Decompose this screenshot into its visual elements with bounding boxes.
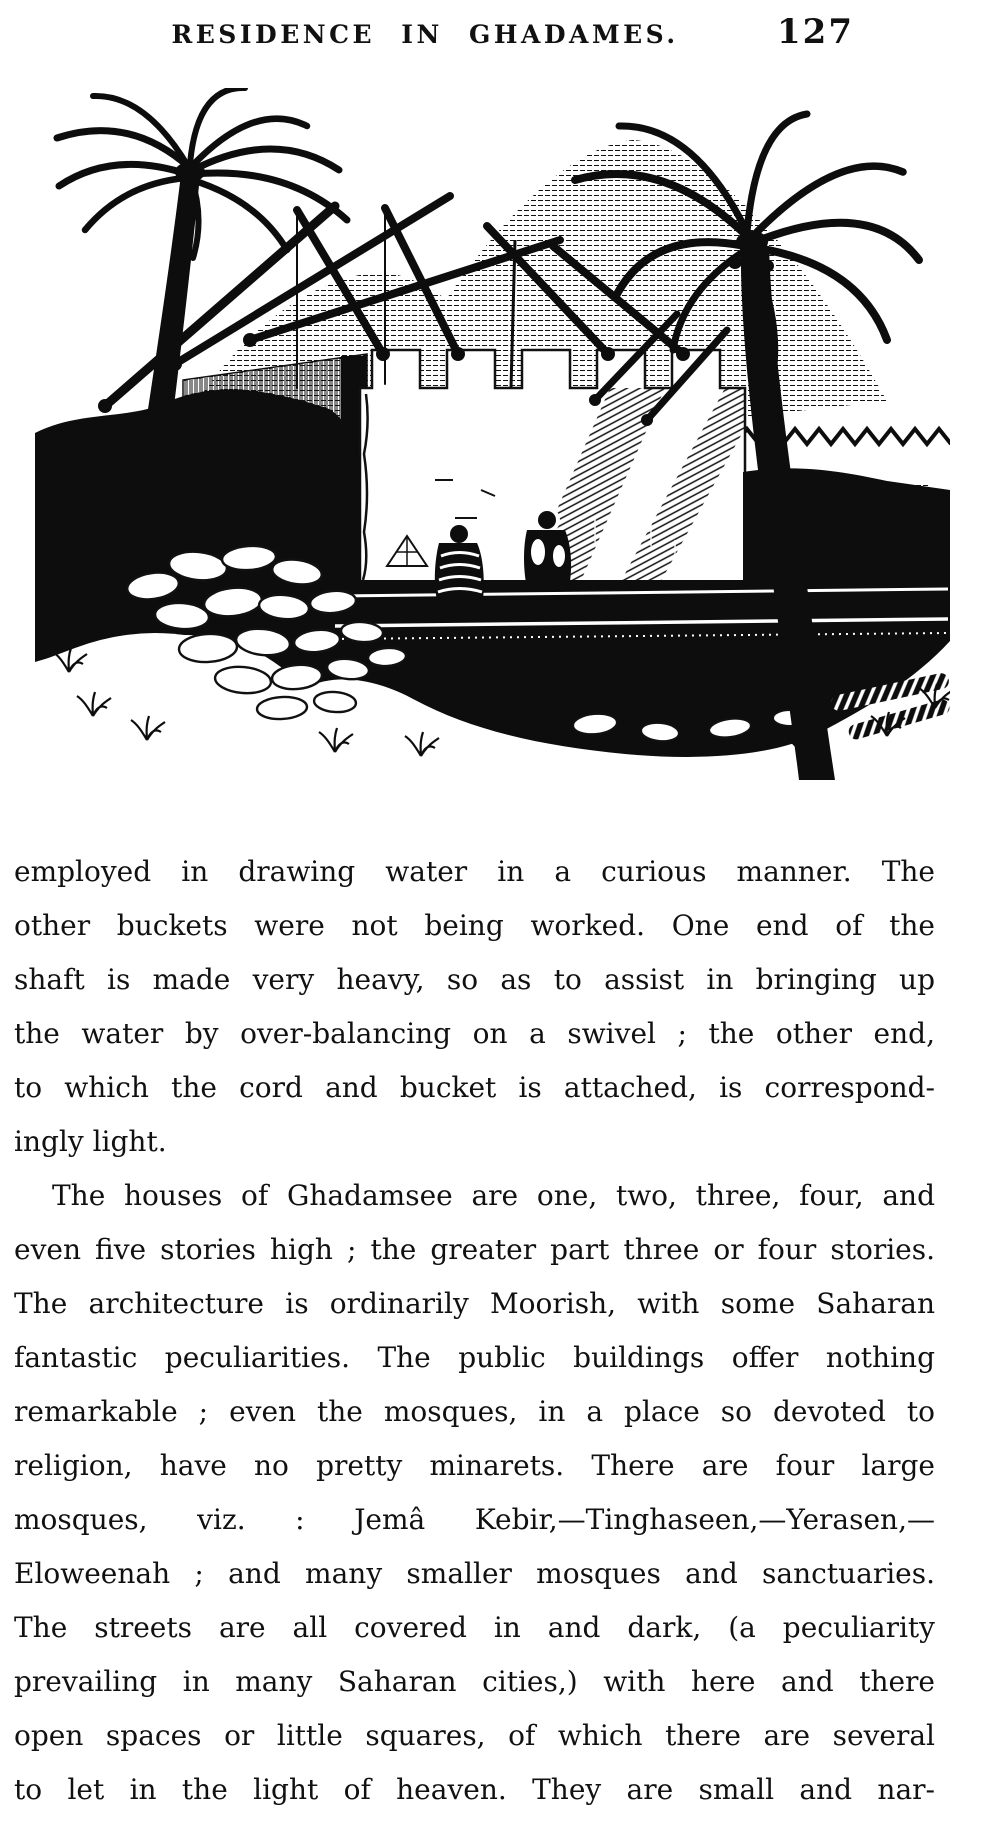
ghadames-wells-illustration xyxy=(35,88,950,783)
text-line: The streets are all covered in and dark, (a peculiarity xyxy=(14,1611,935,1644)
text-line: fantastic peculiarities. The public buildings offer nothing xyxy=(14,1341,935,1374)
text-line: shaft is made very heavy, so as to assist in bringing up xyxy=(14,963,935,996)
text-line: to let in the light of heaven. They are small and nar- xyxy=(14,1773,935,1806)
page-title: RESIDENCE IN GHADAMES. xyxy=(171,20,679,49)
text-line: to which the cord and bucket is attached, is correspond- xyxy=(14,1071,935,1104)
text-line: ingly light. xyxy=(14,1125,167,1158)
text-line: the water by over-balancing on a swivel ; the other end, xyxy=(14,1017,935,1050)
text-line: prevailing in many Saharan cities,) with here and there xyxy=(14,1665,935,1698)
paragraph-houses xyxy=(14,1169,935,1817)
text-line: even five stories high ; the greater part three or four stories. xyxy=(14,1233,935,1266)
text-line: Eloweenah ; and many smaller mosques and sanctuaries. xyxy=(14,1557,935,1590)
text-line: open spaces or little squares, of which there are several xyxy=(14,1719,935,1752)
paragraph-water-drawing xyxy=(14,845,935,1169)
page-number: 127 xyxy=(777,12,854,52)
body-text xyxy=(14,845,935,1817)
text-line: remarkable ; even the mosques, in a place so devoted to xyxy=(14,1395,935,1428)
text-line: The architecture is ordinarily Moorish, with some Saharan xyxy=(14,1287,935,1320)
text-line: mosques, viz. : Jemâ Kebir,—Tinghaseen,—Yerasen,— xyxy=(14,1503,935,1536)
text-line: employed in drawing water in a curious manner. The xyxy=(14,855,935,888)
text-line: religion, have no pretty minarets. There are four large xyxy=(14,1449,935,1482)
engraving-svg xyxy=(35,88,950,783)
text-line: The houses of Ghadamsee are one, two, three, four, and xyxy=(52,1179,935,1212)
text-line: other buckets were not being worked. One end of the xyxy=(14,909,935,942)
